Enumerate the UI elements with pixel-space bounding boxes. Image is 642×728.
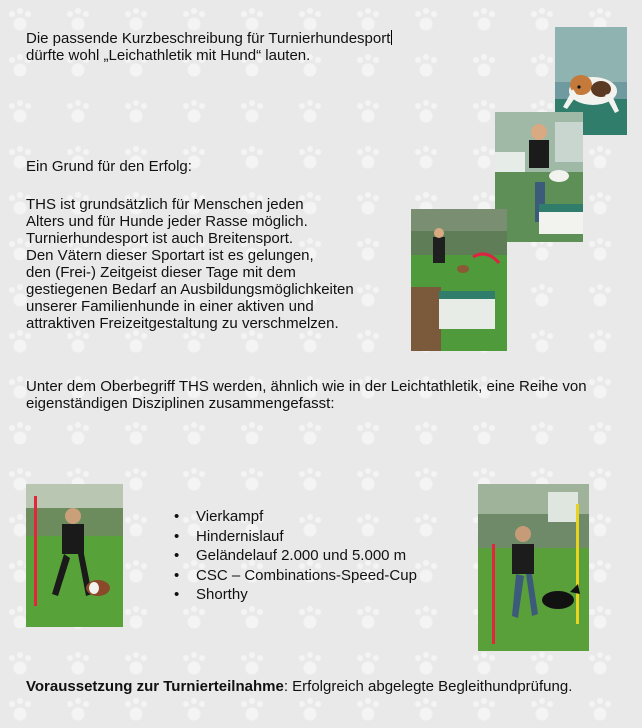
discipline-item: • CSC – Combinations-Speed-Cup bbox=[170, 566, 417, 586]
reason-line: gestiegenen Bedarf an Ausbildungsmöglichkeiten bbox=[26, 281, 354, 298]
discipline-item: • Shorthy bbox=[170, 585, 417, 605]
reason-line: Turnierhundesport ist auch Breitensport. bbox=[26, 230, 294, 247]
requirement-line bbox=[26, 678, 572, 695]
disciplines-intro-line-2: eigenständigen Disziplinen zusammengefasst: bbox=[26, 395, 335, 412]
disciplines-intro-line-1: Unter dem Oberbegriff THS werden, ähnlich wie in der Leichtathletik, eine Reihe von bbox=[26, 378, 587, 395]
reason-heading: Ein Grund für den Erfolg: bbox=[26, 158, 192, 175]
requirement-label: Voraussetzung zur Turnierteilnahme bbox=[26, 678, 284, 695]
disciplines-intro bbox=[26, 378, 587, 412]
photo-woman-dog-hurdle bbox=[495, 112, 583, 242]
reason-line: Alters und für Hunde jeder Rasse möglich. bbox=[26, 213, 308, 230]
text-cursor bbox=[391, 30, 392, 45]
discipline-item: • Vierkampf bbox=[170, 507, 417, 527]
photo-woman-slalom-dog bbox=[478, 484, 589, 651]
reason-line: THS ist grundsätzlich für Menschen jeden bbox=[26, 196, 304, 213]
reason-line: attraktiven Freizeitgestaltung zu verschmelzen. bbox=[26, 315, 339, 332]
intro-text bbox=[26, 30, 392, 64]
photo-dog-hurdle-field bbox=[411, 209, 507, 351]
discipline-item: • Hindernislauf bbox=[170, 527, 417, 547]
disciplines-list bbox=[170, 507, 417, 605]
reason-paragraph bbox=[26, 196, 354, 332]
reason-line: den (Frei-) Zeitgeist dieser Tage mit dem bbox=[26, 264, 296, 281]
reason-line: Den Vätern dieser Sportart ist es gelungen, bbox=[26, 247, 314, 264]
requirement-text: : Erfolgreich abgelegte Begleithundprüfung. bbox=[283, 678, 573, 695]
intro-line-2: dürfte wohl „Leichathletik mit Hund“ lauten. bbox=[26, 47, 311, 64]
reason-line: unserer Familienhunde in einer aktiven und bbox=[26, 298, 314, 315]
photo-man-running-dog bbox=[26, 484, 123, 627]
discipline-item: • Geländelauf 2.000 und 5.000 m bbox=[170, 546, 417, 566]
intro-line-1: Die passende Kurzbeschreibung für Turnierhundesport bbox=[26, 30, 391, 47]
